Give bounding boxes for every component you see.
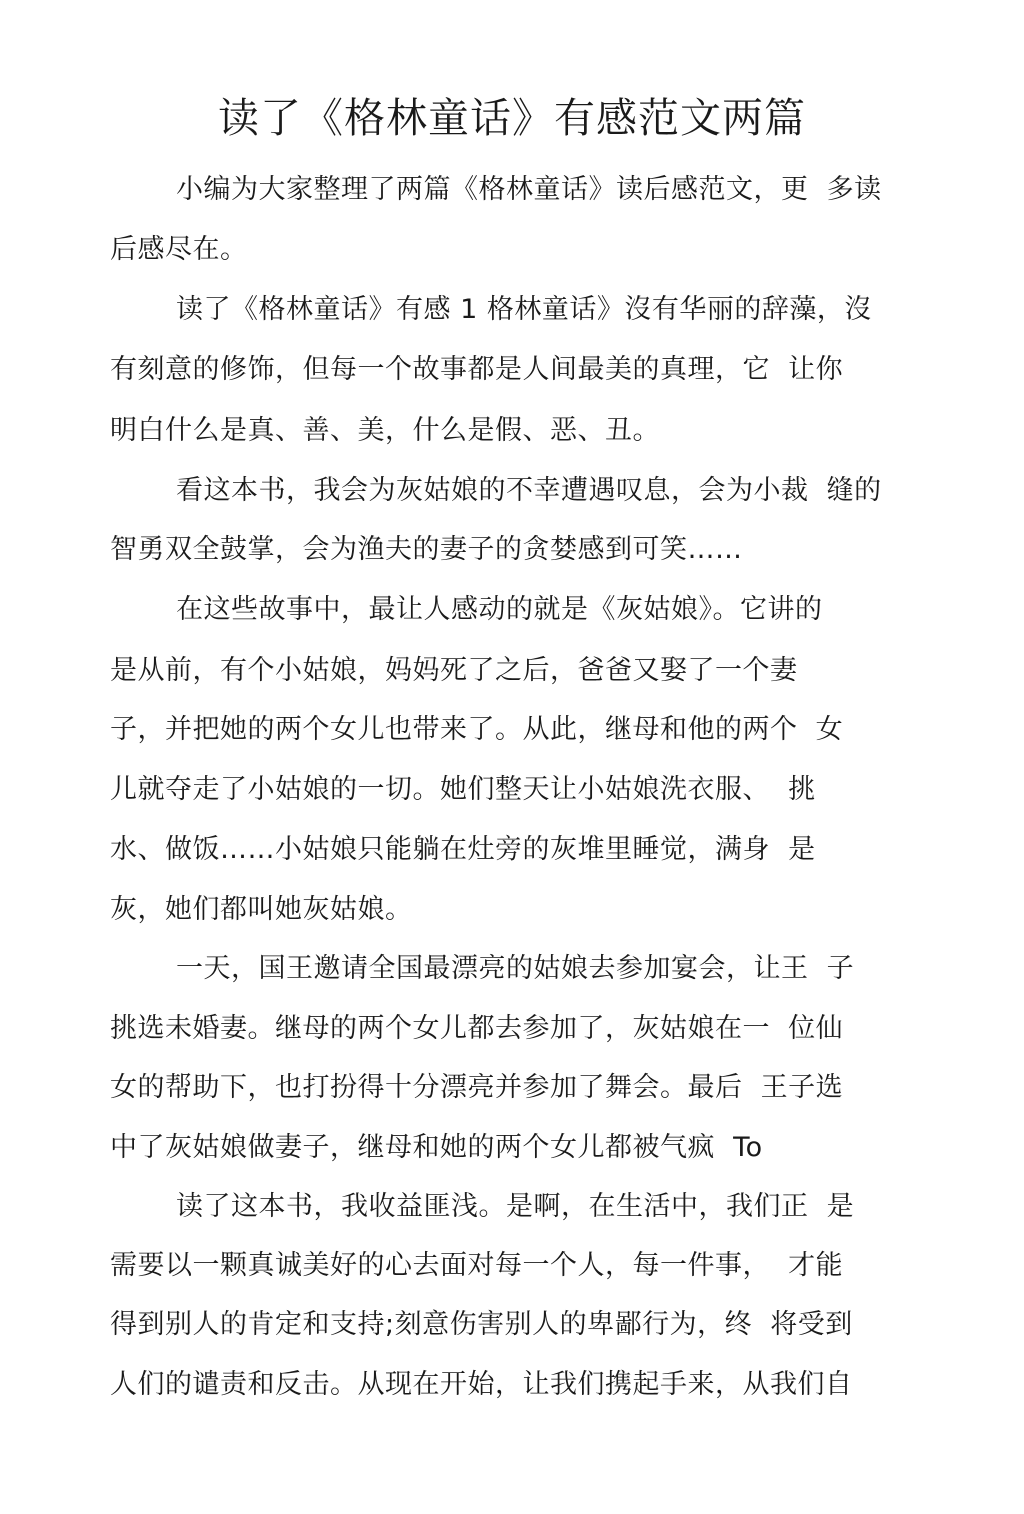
- text-line: 一天，国王邀请全国最漂亮的姑娘去参加宴会，让王 子: [176, 953, 855, 984]
- text-line: 是从前，有个小姑娘，妈妈死了之后，爸爸又娶了一个妻: [110, 655, 798, 686]
- text-line: 智勇双全鼓掌，会为渔夫的妻子的贪婪感到可笑……: [110, 534, 743, 565]
- text-line: 灰，她们都叫她灰姑娘。: [110, 894, 413, 925]
- text-line: 子，并把她的两个女儿也带来了。从此，继母和他的两个 女: [110, 714, 844, 745]
- text-line: 挑选未婚妻。继母的两个女儿都去参加了，灰姑娘在一 位仙: [110, 1013, 844, 1044]
- text-line: 小编为大家整理了两篇《格林童话》读后感范文，更 多读: [176, 174, 882, 205]
- text-line: 读了《格林童话》有感 1 格林童话》沒有华丽的辞藻，沒: [176, 294, 872, 325]
- text-line: 有刻意的修饰，但每一个故事都是人间最美的真理，它 让你: [110, 354, 844, 385]
- text-line: 得到别人的肯定和支持;刻意伤害别人的卑鄙行为，终 将受到: [110, 1309, 853, 1340]
- text-line: 女的帮助下，也打扮得十分漂亮并参加了舞会。最后 王子选: [110, 1072, 844, 1103]
- text-line: 明白什么是真、善、美，什么是假、恶、丑。: [110, 415, 660, 446]
- text-line: 读了这本书，我收益匪浅。是啊，在生活中，我们正 是: [176, 1191, 855, 1222]
- text-line: 看这本书，我会为灰姑娘的不幸遭遇叹息，会为小裁 缝的: [176, 475, 882, 506]
- text-line: 人们的谴责和反击。从现在开始，让我们携起手来，从我们自: [110, 1369, 853, 1400]
- text-line: 需要以一颗真诚美好的心去面对每一个人，每一件事， 才能: [110, 1250, 844, 1281]
- document-title: 读了《格林童话》有感范文两篇: [218, 94, 806, 142]
- text-line: 儿就夺走了小姑娘的一切。她们整天让小姑娘洗衣服、 挑: [110, 774, 816, 805]
- text-line: 后感尽在。: [110, 234, 248, 265]
- text-line: 在这些故事中，最让人感动的就是《灰姑娘》。它讲的: [176, 594, 823, 625]
- text-line: 中了灰姑娘做妻子，继母和她的两个女儿都被气疯 To: [110, 1132, 763, 1163]
- text-line: 水、做饭……小姑娘只能躺在灶旁的灰堆里睡觉，满身 是: [110, 834, 816, 865]
